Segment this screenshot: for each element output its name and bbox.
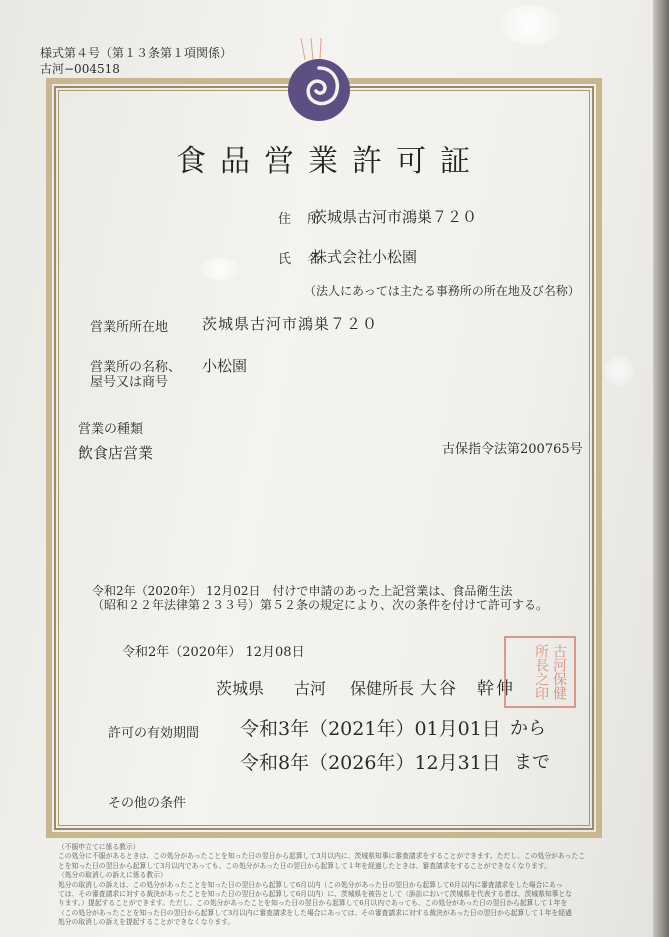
issuer-prefecture: 茨城県: [216, 679, 265, 698]
other-conditions-label: その他の条件: [108, 796, 187, 811]
issuer-title: 保健所長: [350, 679, 415, 698]
issuer-city: 古河: [294, 679, 327, 698]
glare: [200, 258, 240, 280]
notice-line: ては、その審査請求に対する裁決があったことを知った日の翌日から起算して6月以内）に、茨城県を被告として（訴訟において茨城県を代表する者は、茨城県知事とな: [58, 890, 573, 899]
notice-line: 処分の取消しの訴えを提起することができなくなります。: [58, 918, 235, 927]
shop-name-label: 営業所の名称、: [90, 360, 182, 375]
validity-from: 令和3年（2021年）01月01日: [240, 718, 501, 740]
business-location-value: 茨城県古河市鴻巣７２０: [202, 315, 379, 333]
notice-line: とを知った日の翌日から起算して3月以内であっても、この処分があった日の翌日から起算して１年を経過したときは、審査請求をすることができなくなります。: [58, 861, 552, 870]
glare: [500, 5, 560, 45]
emblem-icon: [287, 38, 351, 122]
approval-text-line1: 令和2年（2020年） 12月02日 付けで申請のあった上記営業は、食品衛生法: [92, 584, 513, 598]
business-kind-label: 営業の種類: [78, 422, 144, 437]
validity-to: 令和8年（2026年）12月31日: [240, 752, 501, 774]
notice-line: この処分に不服があるときは、この処分があったことを知った日の翌日から起算して3月以内に、茨城県知事に審査請求をすることができます。ただし、この処分があったこ: [58, 852, 586, 861]
name-value: 株式会社小松園: [312, 248, 418, 266]
notice-line: （この処分があったことを知った日の翌日から起算して3月以内に審査請求をした場合にあっては、その審査請求に対する裁決があった日の翌日から起算して１年を経過: [58, 908, 572, 917]
validity-label: 許可の有効期間: [108, 726, 200, 741]
business-kind-value: 飲食店営業: [78, 444, 154, 462]
permit-number: 古保指令法第200765号: [442, 442, 583, 457]
registration-number: 古河−004518: [40, 62, 120, 76]
address-value: 茨城県古河市鴻巣７２０: [312, 208, 478, 226]
name-label: 氏 名: [278, 252, 327, 267]
document-title: 食品営業許可証: [176, 144, 484, 179]
corporation-note: （法人にあっては主たる事務所の所在地及び名称）: [304, 284, 580, 298]
glare: [604, 356, 634, 386]
shop-name-label-line2: 屋号又は商号: [90, 375, 169, 390]
notice-line: 処分の取消しの訴えは、この処分があったことを知った日の翌日から起算して6月以内（この処分があった日の翌日から起算して6月以内に審査請求をした場合にあっ: [58, 880, 563, 889]
validity-to-suffix: まで: [514, 752, 550, 773]
issue-date: 令和2年（2020年） 12月08日: [122, 645, 305, 660]
address-label: 住 所: [278, 212, 327, 227]
business-location-label: 営業所所在地: [90, 320, 169, 335]
approval-text-line2: （昭和２２年法律第２３３号）第５２条の規定により、次の条件を付けて許可する。: [92, 598, 549, 612]
notice-line: （不服申立てに係る教示）: [58, 843, 140, 851]
official-seal: [504, 636, 576, 708]
notice-line: ります。）提起することができます。ただし、この処分があったことを知った日の翌日から起算して6月以内であっても、この処分があった日の翌日から起算して１年を: [58, 899, 568, 908]
frame-edge: [653, 0, 669, 937]
validity-from-suffix: から: [510, 718, 546, 739]
appeal-notice: [58, 843, 608, 928]
issuer-name: 大谷 幹伸: [420, 679, 515, 699]
seal-text: 古河保健所長之印: [533, 644, 567, 700]
notice-line: （処分の取消しの訴えに係る教示）: [58, 871, 167, 880]
shop-name-value: 小松園: [202, 357, 248, 375]
form-number: 様式第４号（第１３条第１項関係）: [40, 46, 233, 60]
